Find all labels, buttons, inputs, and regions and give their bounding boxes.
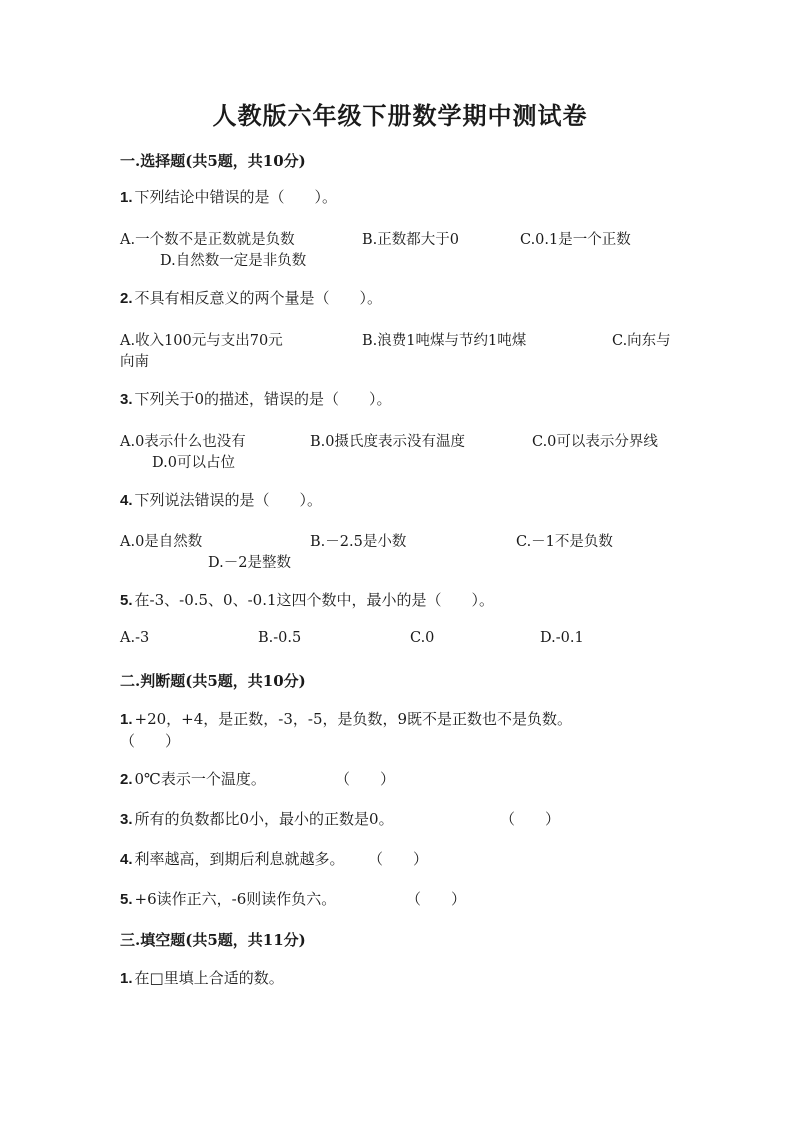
question-text: 下列结论中错误的是（ ）。 [134,188,338,206]
question-text: 下列说法错误的是（ ）。 [134,491,323,509]
option-b: B.-0.5 [258,630,302,646]
question-choice-5 [120,589,690,612]
option-a: A.0表示什么也没有 [120,434,246,450]
question-text: 下列关于0的描述，错误的是（ ）。 [134,390,392,408]
question-number: 3. [120,391,133,408]
question-number: 1. [120,189,133,206]
option-d: D.-0.1 [540,630,584,646]
option-b: B.正数都大于0 [362,232,459,248]
question-text: 不具有相反意义的两个量是（ ）。 [134,289,383,307]
option-d: D.－2是整数 [208,555,291,571]
question-number: 1. [120,711,133,728]
question-text: 在□里填上合适的数。 [134,969,284,987]
option-b: B.0摄氏度表示没有温度 [310,434,465,450]
question-choice-4 [120,489,690,512]
question-number: 4. [120,492,133,509]
question-text: 0℃表示一个温度。 [134,770,266,788]
question-number: 2. [120,290,133,307]
option-c-continued: 向南 [120,354,149,370]
section-heading-judgment: 二.判断题(共5题，共10分) [120,672,306,690]
option-d: D.0可以占位 [152,455,235,471]
section-heading-choice: 一.选择题(共5题，共10分) [120,152,306,170]
question-text: +6读作正六，-6则读作负六。 [134,890,337,908]
option-c: C.0 [410,630,435,646]
answer-parentheses: （ ） [500,810,561,828]
page-title: 人教版六年级下册数学期中测试卷 [212,101,588,130]
option-c: C.0.1是一个正数 [520,232,631,248]
question-judgment-1 [120,708,690,731]
question-number: 5. [120,891,133,908]
option-a: A.-3 [120,630,150,646]
question-text: 在-3、-0.5、0、-0.1这四个数中，最小的是（ ）。 [134,591,495,609]
option-c: C.－1不是负数 [516,534,613,550]
question-choice-3 [120,388,690,411]
option-b: B.浪费1吨煤与节约1吨煤 [362,333,527,349]
question-judgment-5 [120,888,690,911]
option-b: B.－2.5是小数 [310,534,407,550]
question-text: +20，+4，是正数，-3，-5，是负数，9既不是正数也不是负数。 [134,710,573,728]
answer-parentheses: （ ） [368,850,429,868]
option-c: C.0可以表示分界线 [532,434,658,450]
question-number: 5. [120,592,133,609]
question-judgment-2 [120,768,690,791]
answer-parentheses: （ ） [406,890,467,908]
option-a: A.收入100元与支出70元 [120,333,283,349]
question-number: 4. [120,851,133,868]
question-number: 3. [120,811,133,828]
option-d: D.自然数一定是非负数 [160,253,307,269]
option-a: A.一个数不是正数就是负数 [120,232,295,248]
option-c: C.向东与 [612,333,671,349]
question-text: 所有的负数都比0小，最小的正数是0。 [134,810,394,828]
question-number: 2. [120,771,133,788]
answer-parentheses: （ ） [120,732,181,750]
option-a: A.0是自然数 [120,534,203,550]
question-text: 利率越高，到期后利息就越多。 [134,850,345,868]
question-choice-2 [120,287,690,310]
question-number: 1. [120,970,133,987]
question-fill-1 [120,967,690,990]
section-heading-fill-blank: 三.填空题(共5题，共11分) [120,931,306,949]
question-choice-1 [120,186,690,209]
question-judgment-3 [120,808,690,831]
answer-parentheses: （ ） [335,770,396,788]
